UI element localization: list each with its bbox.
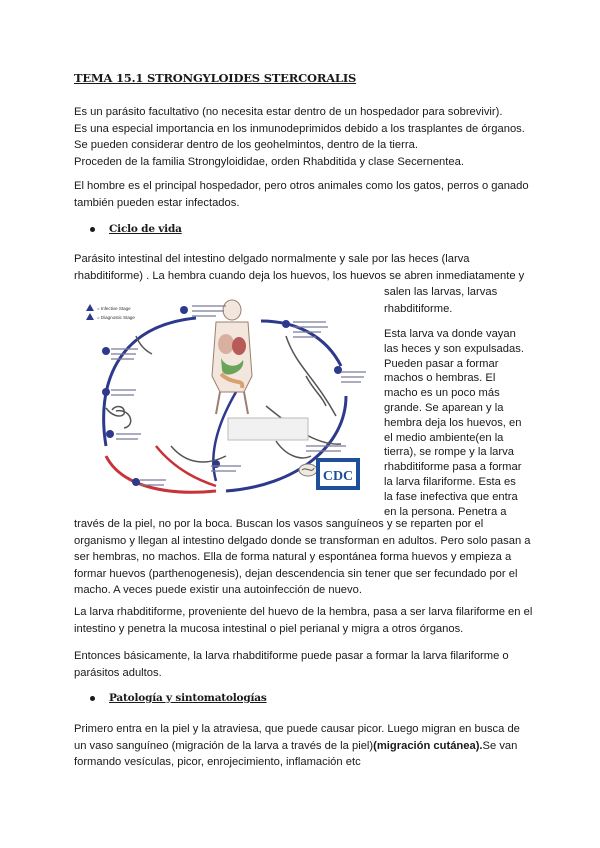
patho-text: Se van [482, 739, 518, 752]
cycle-cont-line: macho. A veces puede existir una autoinfección de nuevo. [74, 584, 362, 596]
intro-line: Proceden de la familia Strongyloididae, orden Rhabditida y clase Secernentea. [74, 155, 464, 168]
side-line: el medio ambiente(en la [384, 431, 504, 444]
summary-line: parásitos adultos. [74, 666, 162, 679]
stage-2-marker [282, 320, 290, 328]
side-line: Pueden pasar a formar [384, 357, 499, 370]
side-line: Esta larva va donde vayan [384, 328, 516, 340]
intro-line: Se pueden considerar dentro de los geohelmintos, dentro de la tierra. [74, 139, 418, 151]
cycle-cont-line: organismo y llegan al intestino delgado donde se transforman en adultos. Pero solo pasan a [74, 534, 531, 547]
side-line: la fase inefectiva que entra [384, 490, 518, 503]
stage-5-marker [102, 388, 110, 396]
side-line: rhabditiforme pasa a formar [384, 461, 522, 474]
section-title: Ciclo de vida [109, 223, 182, 235]
side-line: hembra deja los huevos, en [384, 416, 522, 429]
side-line: las heces y son expulsadas. [384, 342, 524, 355]
stage-3-marker [334, 366, 342, 374]
diagnostic-stage-icon [86, 313, 94, 320]
page-title: TEMA 15.1 STRONGYLOIDES STERCORALIS [74, 71, 357, 85]
intro-line: Es una especial importancia en los inmunodeprimidos debido a los trasplantes de órganos. [74, 122, 525, 135]
cycle-cont-line: ser hembras, no machos. Ella de forma natural y espontánea forma huevos y empieza a [74, 551, 512, 563]
cdc-logo-text: CDC [322, 469, 354, 484]
patho-text: un vaso sanguíneo (migración de la larva a través de la piel) [74, 739, 374, 752]
bullet-icon [90, 227, 95, 232]
filariform-line: intestino y penetra la mucosa intestinal o piel perianal y migra a otros órganos. [74, 622, 464, 635]
section-title: Patología y sintomatologías [109, 692, 267, 704]
side-line: rhabditiforme. [384, 302, 453, 315]
stage-4-marker [102, 347, 110, 355]
cycle-arrow-top [261, 321, 341, 366]
life-cycle-diagram [76, 296, 378, 504]
patho-line: formando vesículas, picor, enrojecimiento, inflamación etc [74, 756, 361, 768]
cycle-line: rhabditiforme) . La hembra cuando deja los huevos, los huevos se abren inmediatamente y [74, 269, 525, 282]
legend [86, 304, 135, 320]
cycle-cont-line: través de la piel, no por la boca. Buscan los vasos sanguíneos y se reparten por el [74, 518, 484, 530]
intro-line: Es un parásito facultativo (no necesita estar dentro de un hospedador para sobrevivir). [74, 106, 503, 118]
filariform-line: La larva rhabditiforme, proveniente del huevo de la hembra, pasa a ser larva filariforme en el [74, 606, 533, 618]
patho-line [74, 738, 534, 755]
summary-line: Entonces básicamente, la larva rhabditiforme puede pasar a formar la larva filariforme o [74, 650, 509, 662]
side-line: macho es un poco más [384, 387, 500, 400]
cdc-logo [316, 458, 360, 490]
bullet-icon [90, 696, 95, 701]
cycle-line: Parásito intestinal del intestino delgado normalmente y sale por las heces (larva [74, 253, 470, 265]
hosts-line: El hombre es el principal hospedador, pero otros animales como los gatos, perros o ganado [74, 180, 529, 192]
side-line: grande. Se aparean y la [384, 402, 504, 414]
patho-line: Primero entra en la piel y la atraviesa, que puede causar picor. Luego migran en busca de [74, 723, 520, 735]
legend-infective: = Infective Stage [97, 306, 131, 311]
cycle-cont-line: formar huevos (parthenogenesis), dejan descendencia sin tener que ser fecundado por el [74, 567, 518, 580]
infective-stage-icon [86, 304, 94, 311]
inset-box [228, 418, 308, 440]
side-line: tierra), se rompe y la larva [384, 446, 514, 459]
legend-diagnostic: = Diagnostic Stage [97, 315, 135, 320]
side-line: machos o hembras. El [384, 372, 496, 385]
side-line: salen las larvas, larvas [384, 286, 498, 298]
stage-7-marker [132, 478, 140, 486]
patho-bold-text: (migración cutánea). [373, 739, 483, 752]
stage-1-marker [180, 306, 188, 314]
cycle-arrow-left [104, 318, 196, 446]
section-heading-ciclo [90, 223, 182, 235]
section-heading-patologia [90, 692, 267, 704]
side-line: en la persona. Penetra a [384, 505, 507, 518]
hosts-line: también pueden estar infectados. [74, 196, 240, 209]
stage-6-marker [106, 430, 114, 438]
side-line: la larva filariforme. Esta es [384, 476, 516, 488]
